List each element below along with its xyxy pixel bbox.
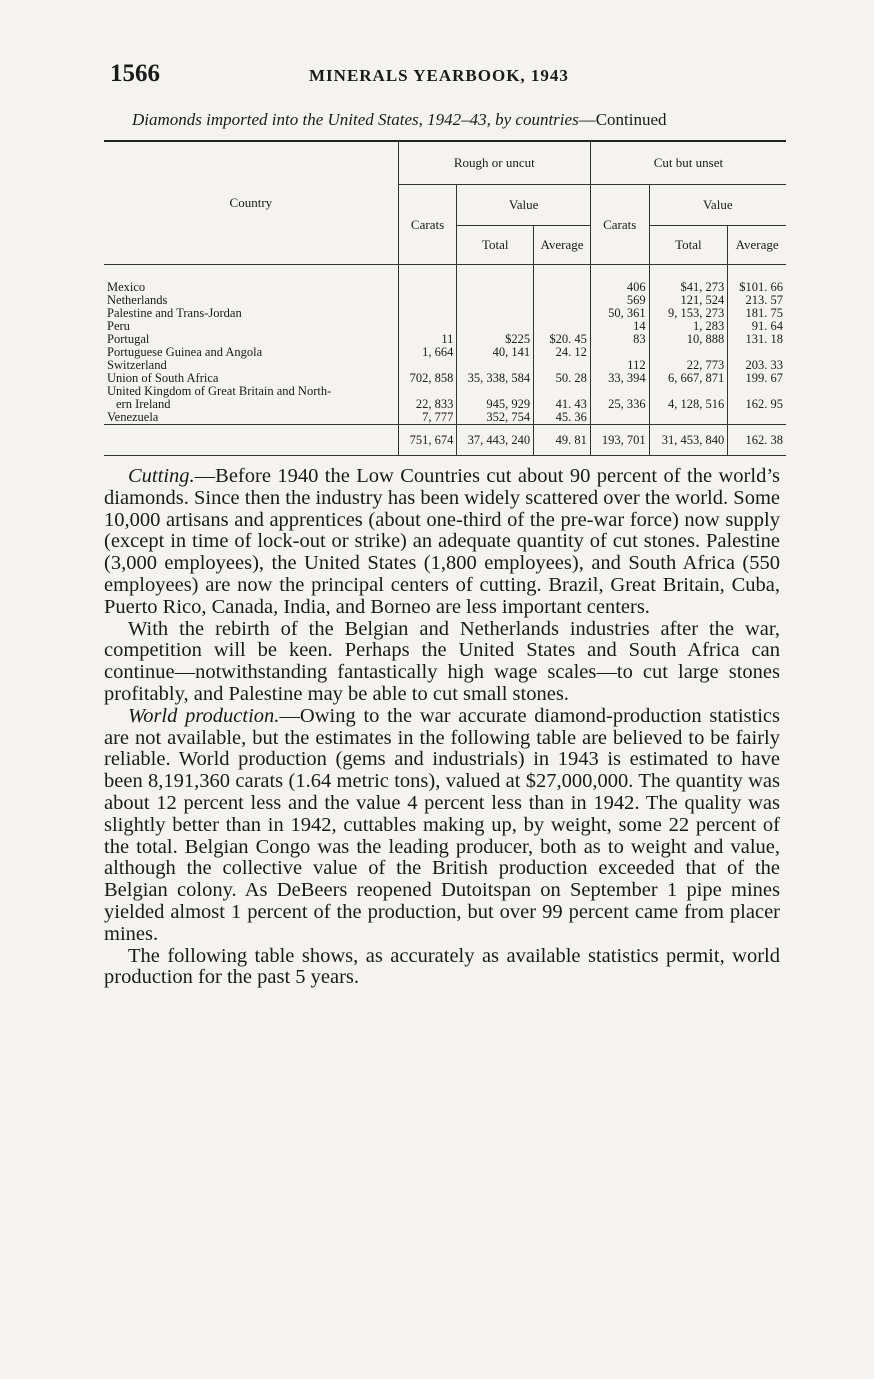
paragraph-world-production [104,706,780,946]
column-header-rough-average: Average [534,226,591,265]
table-row [104,346,786,359]
cell-cut-average: 131. 18 [728,333,786,346]
cell-country: United Kingdom of Great Britain and North- [107,384,332,398]
cell-rough-carats: 7, 777 [398,411,457,425]
column-group-cut: Cut but unset [590,141,786,185]
paragraph-rebirth [104,619,780,706]
cell-rough-average [534,294,591,307]
table-header [104,141,786,265]
page-number: 1566 [110,60,160,87]
table-row [104,411,786,425]
cell-rough-average: 24. 12 [534,346,591,359]
cell-rough-total: 352, 754 [457,411,534,425]
paragraph-text: With the rebirth of the Belgian and Netherlands industries after the war, competition will be keen. Perhaps the United States and South Africa can continue—notwithstanding fantastically high wage scales—to cut large stones profitably, and Palestine may be able to cut small stones. [104,617,780,705]
cell-rough-average: 41. 43 [534,398,591,411]
cell-rough-average [534,281,591,294]
cell-rough-carats: 1, 664 [398,346,457,359]
cell-rough-carats: 11 [398,333,457,346]
cell-country: Peru [107,319,130,333]
total-rough-average: 49. 81 [534,425,591,456]
cell-rough-average: 50. 28 [534,372,591,385]
cell-cut-carats: 569 [590,294,649,307]
cell-cut-average: 91. 64 [728,320,786,333]
cell-country: Palestine and Trans-Jordan [107,306,242,320]
table-caption-title: Diamonds imported into the United States, 1942–43, by countries [132,110,579,129]
cell-country: Netherlands [107,293,168,307]
cell-cut-carats: 112 [590,359,649,372]
cell-cut-carats: 33, 394 [590,372,649,385]
paragraph-cutting [104,466,780,619]
cell-rough-total: 35, 338, 584 [457,372,534,385]
cell-cut-total: 4, 128, 516 [649,398,728,411]
cell-cut-total: 6, 667, 871 [649,372,728,385]
cell-rough-average: $20. 45 [534,333,591,346]
cell-country: ern Ireland [116,397,171,411]
body-text [104,466,780,989]
cell-rough-carats [398,294,457,307]
cell-cut-average: 199. 67 [728,372,786,385]
cell-rough-average: 45. 36 [534,411,591,425]
paragraph-text: —Owing to the war accurate diamond-production statistics are not available, but the estimates in the following table are believed to be fairly reliable. World production (gems and industrials) in 1943 is estimated to have been 8,191,360 carats (1.64 metric tons), valued at $27,000,000. The quantity was about 12 percent less and the value 4 percent less than in 1942. The quality was slightly better than in 1942, cuttables making up, by weight, some 22 percent of the total. Belgian Congo was the leading producer, both as to weight and value, although the collective value of the British production exceeded that of the Belgian colony. As DeBeers reopened Dutoitspan on September 1 pipe mines yielded almost 1 percent of the production, but over 99 percent came from placer mines. [104,704,780,945]
total-rough-carats: 751, 674 [398,425,457,456]
cell-cut-carats: 50, 361 [590,307,649,320]
running-title: MINERALS YEARBOOK, 1943 [309,66,569,85]
cell-cut-carats: 406 [590,281,649,294]
column-header-rough-carats: Carats [398,185,457,265]
total-cut-average: 162. 38 [728,425,786,456]
cell-rough-carats: 22, 833 [398,398,457,411]
column-header-cut-average: Average [728,226,786,265]
cell-country: Portuguese Guinea and Angola [107,345,263,359]
cell-cut-average: 181. 75 [728,307,786,320]
cell-rough-total [457,307,534,320]
page-header [104,60,784,90]
cell-cut-average: 203. 33 [728,359,786,372]
cell-cut-total: 1, 283 [649,320,728,333]
paragraph-heading-world-production: World production. [128,704,280,727]
cell-rough-carats: 702, 858 [398,372,457,385]
column-header-cut-total: Total [649,226,728,265]
paragraph-text: —Before 1940 the Low Countries cut about 90 percent of the world’s diamonds. Since then the industry has been widely scattered over the world. Some 10,000 artisans and apprentices (about one-third of the pre-war force) now supply (except in time of lock-out or strike) an adequate quantity of cut stones. Palestine (3,000 employees), the United States (1,800 employees), and South Africa (550 employees) are now the principal centers of cutting. Brazil, Great Britain, Cuba, Puerto Rico, Canada, India, and Borneo are less important centers. [104,465,780,618]
cell-country: Switzerland [107,358,167,372]
cell-country: Portugal [107,332,150,346]
cell-cut-carats: 14 [590,320,649,333]
cell-cut-carats: 83 [590,333,649,346]
cell-cut-total: 9, 153, 273 [649,307,728,320]
column-header-rough-total: Total [457,226,534,265]
imports-table-wrapper [104,140,786,456]
cell-cut-average: 213. 57 [728,294,786,307]
cell-cut-total [649,411,728,425]
cell-cut-total: 22, 773 [649,359,728,372]
cell-cut-total: 10, 888 [649,333,728,346]
diamond-imports-table [104,140,786,456]
total-rough-value: 37, 443, 240 [457,425,534,456]
table-body [104,265,786,456]
cell-rough-total [457,294,534,307]
table-caption [132,110,667,130]
cell-cut-total: $41, 273 [649,281,728,294]
table-row [104,307,786,320]
cell-rough-total: 945, 929 [457,398,534,411]
cell-country: Union of South Africa [107,371,219,385]
cell-rough-average [534,307,591,320]
table-caption-suffix: —Continued [578,110,667,129]
paragraph-heading-cutting: Cutting. [128,465,195,487]
cell-country: Mexico [107,280,146,294]
column-group-rough: Rough or uncut [398,141,590,185]
column-header-country: Country [104,141,398,265]
cell-cut-carats [590,411,649,425]
cell-cut-average [728,411,786,425]
cell-cut-average: $101. 66 [728,281,786,294]
cell-rough-carats [398,281,457,294]
paragraph-following-table [104,946,780,990]
total-cut-value: 31, 453, 840 [649,425,728,456]
cell-rough-total: 40, 141 [457,346,534,359]
cell-country [104,425,398,456]
cell-cut-total: 121, 524 [649,294,728,307]
column-header-cut-value: Value [649,185,786,226]
column-header-cut-carats: Carats [590,185,649,265]
total-cut-carats: 193, 701 [590,425,649,456]
paragraph-text: The following table shows, as accurately as available statistics permit, world production for the past 5 years. [104,944,780,989]
table-totals-row [104,425,786,456]
cell-rough-carats [398,307,457,320]
column-header-rough-value: Value [457,185,590,226]
cell-rough-total: $225 [457,333,534,346]
cell-cut-average: 162. 95 [728,398,786,411]
cell-cut-carats: 25, 336 [590,398,649,411]
cell-rough-total [457,281,534,294]
cell-country: Venezuela [107,410,159,424]
